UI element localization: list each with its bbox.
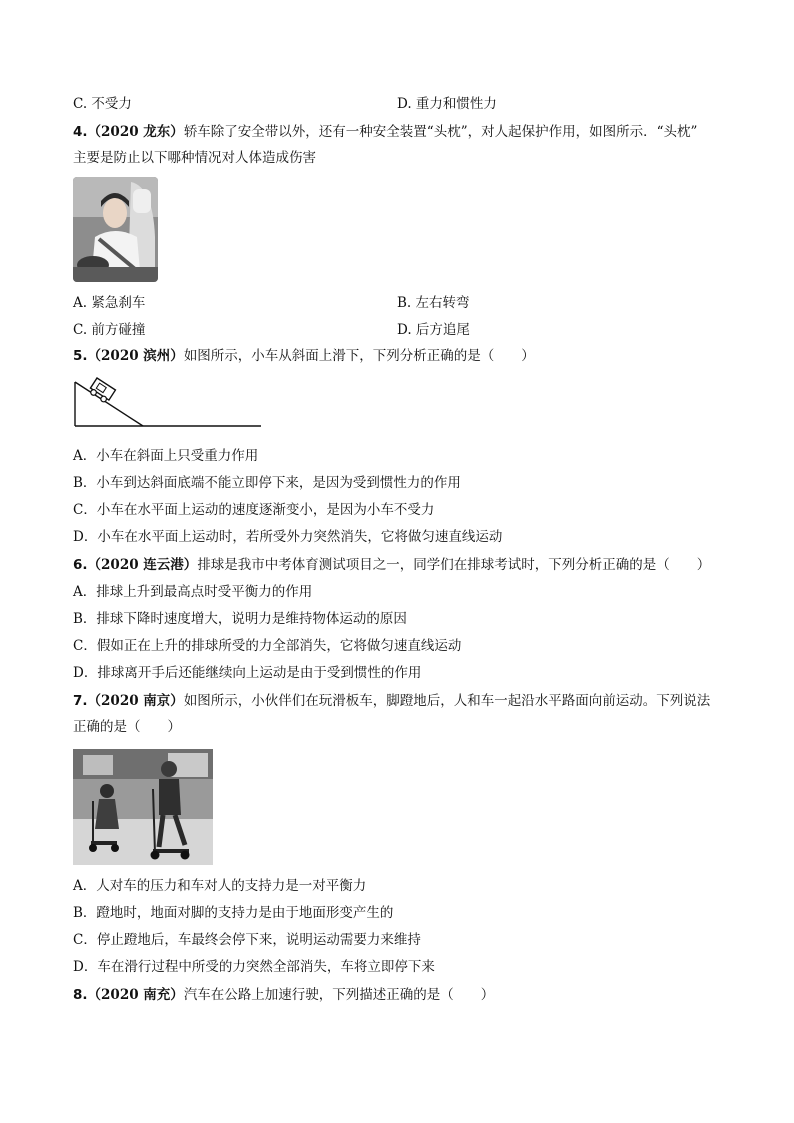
q4-headrest-photo bbox=[73, 177, 158, 282]
q7-number: 7. bbox=[73, 693, 88, 709]
q4-text: 轿车除了安全带以外，还有一种安全装置“头枕”，对人起保护作用，如图所示．“头枕” bbox=[183, 124, 698, 140]
q7-stem-line2: 正确的是（ ） bbox=[73, 719, 181, 735]
q8-source: （2020 南充） bbox=[87, 987, 184, 1003]
q4-option-a: A. 紧急刹车 bbox=[73, 295, 146, 311]
q5-incline-diagram bbox=[73, 372, 263, 430]
q6-option-b: B．排球下降时速度增大，说明力是维持物体运动的原因 bbox=[73, 611, 407, 627]
q5-option-d: D．小车在水平面上运动时，若所受外力突然消失，它将做匀速直线运动 bbox=[73, 529, 503, 545]
q4-option-c: C. 前方碰撞 bbox=[73, 322, 146, 338]
q6-stem bbox=[73, 555, 710, 575]
q6-option-a: A．排球上升到最高点时受平衡力的作用 bbox=[73, 584, 313, 600]
q6-source: （2020 连云港） bbox=[87, 557, 198, 573]
q7-source: （2020 南京） bbox=[87, 693, 184, 709]
q7-option-d: D．车在滑行过程中所受的力突然全部消失，车将立即停下来 bbox=[73, 959, 435, 975]
q7-scooter-photo bbox=[73, 749, 213, 865]
q4-stem-line2: 主要是防止以下哪种情况对人体造成伤害 bbox=[73, 150, 316, 166]
kids-scooter-image bbox=[73, 749, 213, 865]
q8-stem bbox=[73, 985, 494, 1005]
q4-option-d: D. 后方追尾 bbox=[397, 322, 470, 338]
q7-text: 如图所示，小伙伴们在玩滑板车，脚蹬地后，人和车一起沿水平路面向前运动。下列说法 bbox=[183, 693, 711, 709]
q5-option-b: B．小车到达斜面底端不能立即停下来，是因为受到惯性力的作用 bbox=[73, 475, 461, 491]
q4-stem-line1 bbox=[73, 122, 697, 142]
q6-option-d: D．排球离开手后还能继续向上运动是由于受到惯性的作用 bbox=[73, 665, 422, 681]
q3-option-c: C. 不受力 bbox=[73, 96, 132, 112]
car-seat-driver-image bbox=[73, 177, 158, 282]
q5-text: 如图所示，小车从斜面上滑下，下列分析正确的是（ ） bbox=[183, 348, 535, 364]
q8-number: 8. bbox=[73, 987, 88, 1003]
q7-stem-line1 bbox=[73, 691, 710, 711]
q5-source: （2020 滨州） bbox=[87, 348, 184, 364]
q6-text: 排球是我市中考体育测试项目之一，同学们在排球考试时，下列分析正确的是（ ） bbox=[197, 557, 711, 573]
q6-option-c: C．假如正在上升的排球所受的力全部消失，它将做匀速直线运动 bbox=[73, 638, 462, 654]
q7-option-b: B．蹬地时，地面对脚的支持力是由于地面形变产生的 bbox=[73, 905, 394, 921]
q4-number: 4. bbox=[73, 124, 88, 140]
q7-option-a: A．人对车的压力和车对人的支持力是一对平衡力 bbox=[73, 878, 367, 894]
q8-text: 汽车在公路上加速行驶，下列描述正确的是（ ） bbox=[183, 987, 495, 1003]
cart-icon bbox=[88, 378, 116, 404]
q5-option-c: C．小车在水平面上运动的速度逐渐变小，是因为小车不受力 bbox=[73, 502, 435, 518]
q4-option-b: B. 左右转弯 bbox=[397, 295, 470, 311]
q4-source: （2020 龙东） bbox=[87, 124, 184, 140]
q5-number: 5. bbox=[73, 348, 88, 364]
q5-option-a: A．小车在斜面上只受重力作用 bbox=[73, 448, 259, 464]
q7-option-c: C．停止蹬地后，车最终会停下来，说明运动需要力来维持 bbox=[73, 932, 421, 948]
q5-stem bbox=[73, 346, 535, 366]
q3-option-d: D. 重力和惯性力 bbox=[397, 96, 497, 112]
q6-number: 6. bbox=[73, 557, 88, 573]
